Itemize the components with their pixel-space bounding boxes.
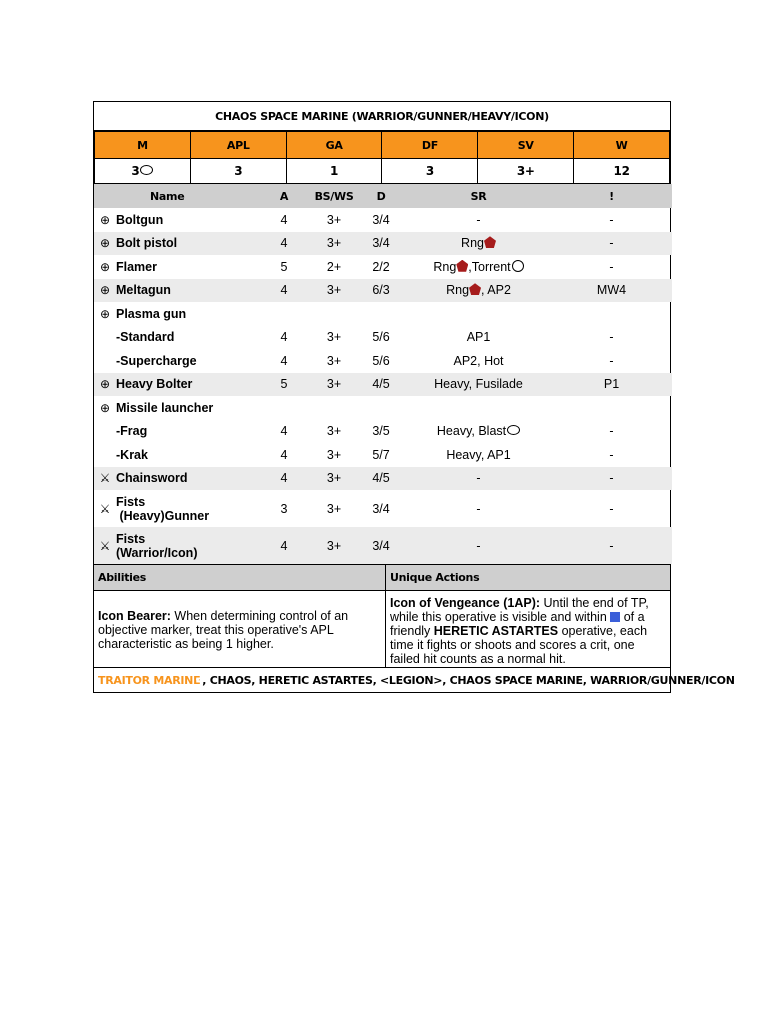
weapon-row-plasma-gun: ⊕ Plasma gun: [94, 302, 672, 326]
pentagon-icon: [469, 283, 481, 295]
distance-circle-icon: [140, 165, 153, 175]
crosshair-icon: ⊕: [94, 279, 116, 303]
datacard: [93, 101, 735, 693]
crosshair-icon: ⊕: [99, 400, 111, 415]
weapon-row-boltgun: ⊕ Boltgun 4 3+ 3/4 - -: [94, 208, 672, 232]
crossed-swords-icon: ⚔: [94, 527, 116, 564]
stat-header-sv: SV: [478, 132, 574, 159]
stat-value-apl: 3: [190, 159, 286, 184]
weapon-row-meltagun: ⊕ Meltagun 4 3+ 6/3 Rng , AP2 MW4: [94, 279, 672, 303]
weapon-row-bolt-pistol: ⊕ Bolt pistol 4 3+ 3/4 Rng -: [94, 232, 672, 256]
weapon-row-plasma-supercharge: -Supercharge 4 3+ 5/6 AP2, Hot -: [116, 353, 614, 368]
stat-value-ga: 1: [286, 159, 382, 184]
weapon-header-sr: SR: [406, 184, 551, 208]
stat-header-apl: APL: [190, 132, 286, 159]
pentagon-icon: [484, 236, 496, 248]
weapon-header-crit: !: [551, 184, 672, 208]
weapon-header-bs: BS/WS: [312, 184, 356, 208]
crossed-swords-icon: ⚔: [94, 467, 116, 491]
unique-actions-column: [386, 565, 670, 667]
stat-header-ga: GA: [286, 132, 382, 159]
crosshair-icon: ⊕: [99, 306, 111, 321]
abilities-section: [94, 564, 670, 667]
action-icon-of-vengeance: Icon of Vengeance (1AP): Until the end of TP, while this operative is visible and within of a friendly HERETIC ASTARTES operative, each time it fights or shoots and scores a crit, one failed hit counts as a normal hit.: [390, 596, 649, 666]
weapon-row-flamer: ⊕ Flamer 5 2+ 2/2 Rng ,Torrent -: [94, 255, 672, 279]
stat-header-w: W: [574, 132, 670, 159]
stat-value-w: 12: [574, 159, 670, 184]
stat-value-m: 3: [95, 159, 191, 184]
weapon-row-missile-launcher: ⊕ Missile launcher: [94, 396, 672, 420]
weapon-header-a: A: [256, 184, 312, 208]
weapon-row-fists-warrior: ⚔ Fists (Warrior/Icon) 4 3+ 3/4 - -: [94, 527, 672, 564]
stat-header-m: M: [95, 132, 191, 159]
weapon-row-chainsword: ⚔ Chainsword 4 3+ 4/5 - -: [94, 467, 672, 491]
weapon-row-heavy-bolter: ⊕ Heavy Bolter 5 3+ 4/5 Heavy, Fusilade P1: [94, 373, 672, 397]
keywords-bar: [94, 667, 735, 692]
pentagon-icon: [456, 260, 468, 272]
square-distance-icon: [610, 612, 620, 622]
stat-value-sv: 3+: [478, 159, 574, 184]
stat-value-df: 3: [382, 159, 478, 184]
stats-table: [94, 131, 670, 184]
weapon-row-missile-krak: -Krak 4 3+ 5/7 Heavy, AP1 -: [116, 447, 614, 462]
unique-actions-header: Unique Actions: [386, 565, 670, 591]
weapon-header-d: D: [356, 184, 406, 208]
weapon-row-plasma-standard: -Standard 4 3+ 5/6 AP1 -: [116, 330, 614, 345]
weapon-row-missile-frag: -Frag 4 3+ 3/5 Heavy, Blast -: [116, 424, 614, 439]
keywords-list: , CHAOS, HERETIC ASTARTES, <LEGION>, CHAOS SPACE MARINE, WARRIOR/GUNNER/ICON: [202, 673, 735, 687]
abilities-header: Abilities: [94, 565, 385, 591]
crosshair-icon: ⊕: [99, 212, 111, 227]
faction-keyword: TRAITOR MARINE: [98, 673, 201, 687]
ability-icon-bearer: Icon Bearer: When determining control of an objective marker, treat this operative's APL characteristic as being 1 higher.: [98, 608, 349, 651]
stat-header-df: DF: [382, 132, 478, 159]
crossed-swords-icon: ⚔: [99, 501, 111, 516]
weapon-header-name: Name: [94, 184, 256, 208]
distance-circle-icon: [507, 425, 520, 435]
crosshair-icon: ⊕: [94, 373, 116, 397]
abilities-column: [94, 565, 386, 667]
crosshair-icon: ⊕: [99, 259, 111, 274]
crosshair-icon: ⊕: [94, 232, 116, 256]
circle-icon: [512, 260, 524, 272]
card-title: CHAOS SPACE MARINE (WARRIOR/GUNNER/HEAVY/ICON): [94, 102, 670, 131]
weapon-row-fists-gunner: ⚔ Fists (Heavy)Gunner 3 3+ 3/4 - -: [94, 490, 672, 527]
weapons-table: [94, 184, 672, 564]
